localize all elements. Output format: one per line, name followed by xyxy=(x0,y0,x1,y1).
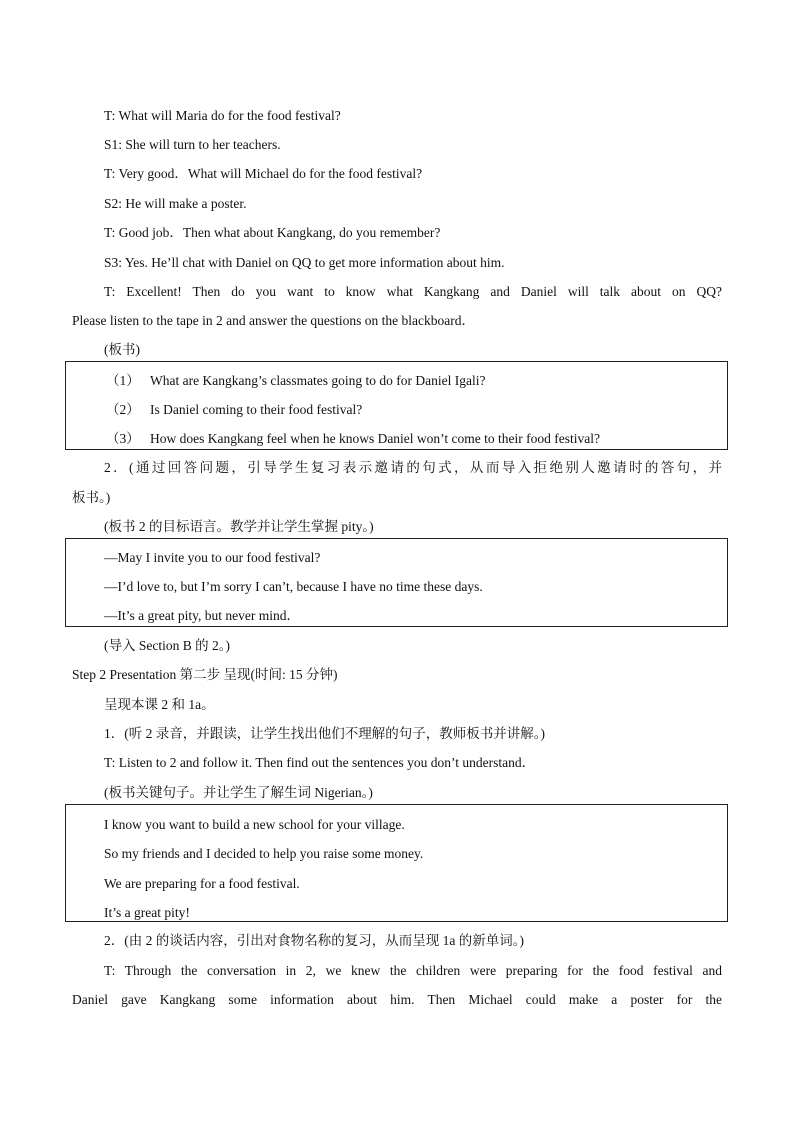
question-1 xyxy=(106,372,486,390)
question-3 xyxy=(106,430,600,448)
question-text: Is Daniel coming to their food festival? xyxy=(150,402,363,417)
board-label-2: (板书 2 的目标语言。教学并让学生掌握 pity。) xyxy=(104,519,374,534)
board-label-3: (板书关键句子。并让学生了解生词 Nigerian。) xyxy=(104,785,373,800)
through-line-2: Daniel gave Kangkang some information about him. Then Michael could make a poster for the xyxy=(72,992,722,1007)
question-text: How does Kangkang feel when he knows Daniel won’t come to their food festival? xyxy=(150,431,601,446)
dialog-line-5: T: Good job．Then what about Kangkang, do you remember? xyxy=(104,225,441,240)
invite-line-3: —It’s a great pity, but never mind． xyxy=(104,608,300,623)
question-number: （2） xyxy=(106,402,140,417)
key-sentence-1: I know you want to build a new school for your village. xyxy=(104,817,405,832)
intro-section-line: (导入 Section B 的 2。) xyxy=(104,638,230,653)
item-2-line-2: 板书。) xyxy=(72,490,111,505)
dialog-line-2: S1: She will turn to her teachers. xyxy=(104,137,281,152)
item-2b-line: 2．(由 2 的谈话内容，引出对食物名称的复习，从而呈现 1a 的新单词。) xyxy=(104,933,524,948)
invite-line-1: —May I invite you to our food festival? xyxy=(104,550,321,565)
excellent-line-1: T: Excellent! Then do you want to know what Kangkang and Daniel will talk about on QQ? xyxy=(104,284,722,299)
question-number: （1） xyxy=(106,373,140,388)
dialog-line-3: T: Very good．What will Michael do for the food festival? xyxy=(104,166,423,181)
board-box-questions xyxy=(65,361,728,450)
dialog-line-4: S2: He will make a poster. xyxy=(104,196,247,211)
dialog-line-1: T: What will Maria do for the food festival? xyxy=(104,108,341,123)
item-1-line: 1．(听 2 录音，并跟读，让学生找出他们不理解的句子，教师板书并讲解。) xyxy=(104,726,545,741)
excellent-line-2: Please listen to the tape in 2 and answer the questions on the blackboard． xyxy=(72,313,476,328)
present-line: 呈现本课 2 和 1a。 xyxy=(104,697,215,712)
board-label-1: (板书) xyxy=(104,342,140,357)
question-number: （3） xyxy=(106,431,140,446)
through-line-1: T: Through the conversation in 2, we knew the children were preparing for the food festival and xyxy=(104,963,722,978)
listen-line: T: Listen to 2 and follow it. Then find out the sentences you don’t understand． xyxy=(104,755,536,770)
board-box-key-sentences xyxy=(65,804,728,922)
step-2-heading: Step 2 Presentation 第二步 呈现(时间: 15 分钟) xyxy=(72,667,338,682)
question-text: What are Kangkang’s classmates going to do for Daniel Igali? xyxy=(150,373,486,388)
invite-line-2: —I’d love to, but I’m sorry I can’t, because I have no time these days. xyxy=(104,579,483,594)
dialog-line-6: S3: Yes. He’ll chat with Daniel on QQ to get more information about him. xyxy=(104,255,505,270)
key-sentence-4: It’s a great pity! xyxy=(104,905,190,920)
board-box-invite xyxy=(65,538,728,627)
item-2-line-1: 2．(通过回答问题，引导学生复习表示邀请的句式，从而导入拒绝别人邀请时的答句，并 xyxy=(104,460,722,475)
key-sentence-2: So my friends and I decided to help you raise some money. xyxy=(104,846,424,861)
question-2 xyxy=(106,401,362,419)
key-sentence-3: We are preparing for a food festival. xyxy=(104,876,300,891)
